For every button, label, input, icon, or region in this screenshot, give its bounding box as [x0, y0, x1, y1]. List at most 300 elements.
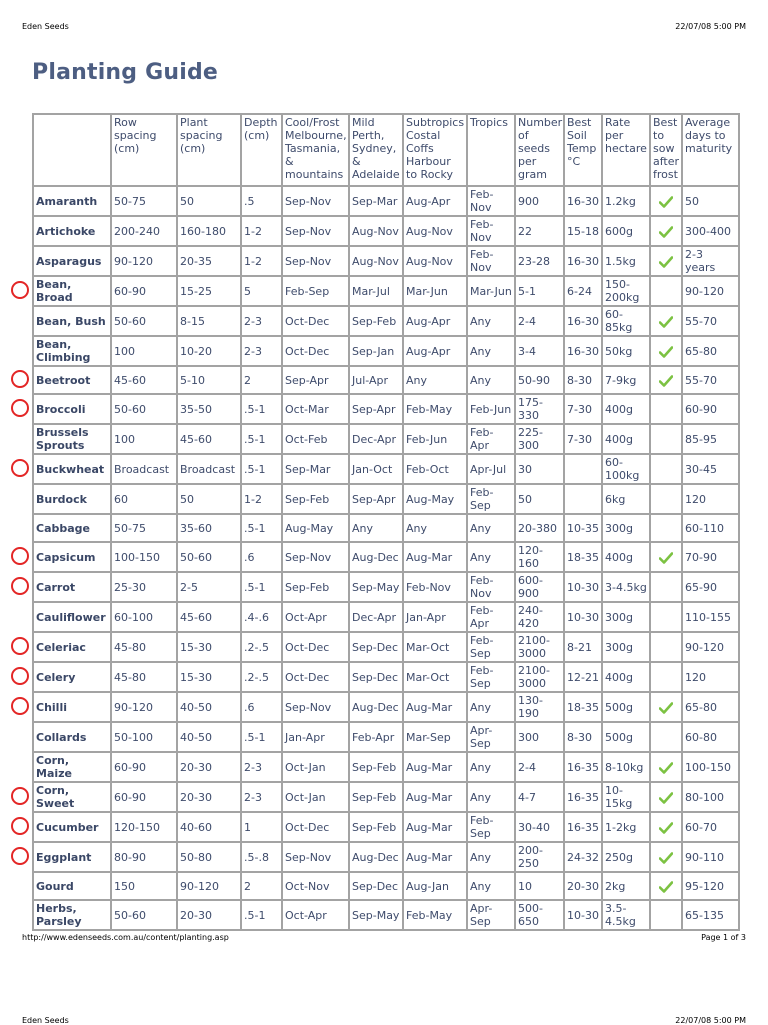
- cell-subtropics: Any: [403, 366, 467, 394]
- cell-tropics: Feb-Sep: [467, 662, 515, 692]
- table-row: [33, 394, 739, 424]
- cell-tropics: Any: [467, 692, 515, 722]
- cell-rate: 3.5-4.5kg: [602, 900, 650, 930]
- cell-days: 60-80: [682, 722, 739, 752]
- check-icon: [659, 702, 673, 714]
- cell-mild: Sep-Jan: [349, 336, 403, 366]
- cell-cool: Sep-Mar: [282, 454, 349, 484]
- crop-name: Broccoli: [33, 394, 111, 424]
- cell-days: 70-90: [682, 542, 739, 572]
- table-row: [33, 900, 739, 930]
- cell-cool: Aug-May: [282, 514, 349, 542]
- cell-plant: 5-10: [177, 366, 241, 394]
- cell-days: 90-110: [682, 842, 739, 872]
- crop-name: Corn, Sweet: [33, 782, 111, 812]
- cell-temp: 20-30: [564, 872, 602, 900]
- cell-temp: 10-35: [564, 514, 602, 542]
- table-row: [33, 424, 739, 454]
- check-icon: [659, 196, 673, 208]
- cell-tropics: Any: [467, 842, 515, 872]
- cell-tropics: Any: [467, 752, 515, 782]
- cell-row: 120-150: [111, 812, 177, 842]
- cell-days: 60-70: [682, 812, 739, 842]
- cell-seeds: 2100-3000: [515, 662, 564, 692]
- cell-rate: 600g: [602, 216, 650, 246]
- cell-plant: 160-180: [177, 216, 241, 246]
- cell-row: 60-90: [111, 276, 177, 306]
- frost-cell: [650, 424, 682, 454]
- cell-tropics: Feb-Nov: [467, 216, 515, 246]
- red-circle-mark: [11, 370, 29, 388]
- cell-rate: 400g: [602, 424, 650, 454]
- cell-days: 60-90: [682, 394, 739, 424]
- frost-cell: [650, 454, 682, 484]
- cell-days: 60-110: [682, 514, 739, 542]
- cell-temp: 15-18: [564, 216, 602, 246]
- red-circle-mark: [11, 547, 29, 565]
- cell-cool: Oct-Jan: [282, 752, 349, 782]
- cell-subtropics: Aug-Nov: [403, 246, 467, 276]
- footer-url: http://www.edenseeds.com.au/content/planting.asp: [22, 933, 229, 942]
- cell-row: 45-80: [111, 632, 177, 662]
- cell-subtropics: Any: [403, 514, 467, 542]
- cell-depth: 5: [241, 276, 282, 306]
- table-row: [33, 602, 739, 632]
- cell-seeds: 3-4: [515, 336, 564, 366]
- table-header-row: [33, 114, 739, 186]
- cell-temp: 16-35: [564, 812, 602, 842]
- cell-subtropics: Aug-Apr: [403, 306, 467, 336]
- table-row: [33, 812, 739, 842]
- cell-temp: 16-35: [564, 752, 602, 782]
- cell-cool: Sep-Feb: [282, 572, 349, 602]
- crop-name: Bean, Bush: [33, 306, 111, 336]
- cell-seeds: 2-4: [515, 752, 564, 782]
- cell-subtropics: Mar-Oct: [403, 662, 467, 692]
- cell-mild: Any: [349, 514, 403, 542]
- cell-seeds: 175-330: [515, 394, 564, 424]
- cell-days: 120: [682, 662, 739, 692]
- cell-rate: 300g: [602, 514, 650, 542]
- cell-plant: 45-60: [177, 602, 241, 632]
- cell-seeds: 20-380: [515, 514, 564, 542]
- cell-mild: Sep-Dec: [349, 632, 403, 662]
- frost-cell: [650, 662, 682, 692]
- cell-subtropics: Mar-Jun: [403, 276, 467, 306]
- cell-depth: .5-1: [241, 722, 282, 752]
- cell-tropics: Feb-Apr: [467, 424, 515, 454]
- cell-subtropics: Aug-Mar: [403, 782, 467, 812]
- cell-rate: 400g: [602, 662, 650, 692]
- cell-plant: 35-50: [177, 394, 241, 424]
- cell-seeds: 900: [515, 186, 564, 216]
- cell-plant: 20-30: [177, 900, 241, 930]
- cell-plant: 40-50: [177, 692, 241, 722]
- cell-depth: .6: [241, 542, 282, 572]
- cell-mild: Aug-Dec: [349, 692, 403, 722]
- cell-row: 50-75: [111, 186, 177, 216]
- cell-row: 50-60: [111, 306, 177, 336]
- cell-row: 50-75: [111, 514, 177, 542]
- cell-subtropics: Aug-Apr: [403, 186, 467, 216]
- frost-cell: [650, 842, 682, 872]
- cell-plant: 10-20: [177, 336, 241, 366]
- cell-seeds: 2100-3000: [515, 632, 564, 662]
- cell-seeds: 300: [515, 722, 564, 752]
- column-header: Tropics: [467, 114, 515, 186]
- frost-cell: [650, 752, 682, 782]
- crop-name: Cabbage: [33, 514, 111, 542]
- check-icon: [659, 316, 673, 328]
- cell-rate: 8-10kg: [602, 752, 650, 782]
- crop-name: Eggplant: [33, 842, 111, 872]
- cell-cool: Oct-Dec: [282, 812, 349, 842]
- cell-temp: 16-30: [564, 186, 602, 216]
- cell-row: 50-60: [111, 394, 177, 424]
- cell-temp: 16-30: [564, 246, 602, 276]
- crop-name: Buckwheat: [33, 454, 111, 484]
- cell-row: 60-90: [111, 752, 177, 782]
- column-header: Mild Perth, Sydney, & Adelaide: [349, 114, 403, 186]
- red-circle-mark: [11, 281, 29, 299]
- cell-seeds: 5-1: [515, 276, 564, 306]
- check-icon: [659, 792, 673, 804]
- cell-cool: Sep-Nov: [282, 216, 349, 246]
- cell-depth: .5-1: [241, 424, 282, 454]
- cell-subtropics: Aug-Nov: [403, 216, 467, 246]
- cell-rate: 300g: [602, 602, 650, 632]
- frost-cell: [650, 216, 682, 246]
- cell-rate: 6kg: [602, 484, 650, 514]
- cell-depth: .4-.6: [241, 602, 282, 632]
- cell-days: 90-120: [682, 276, 739, 306]
- cell-subtropics: Feb-May: [403, 900, 467, 930]
- cell-tropics: Feb-Nov: [467, 246, 515, 276]
- crop-name: Beetroot: [33, 366, 111, 394]
- cell-plant: 90-120: [177, 872, 241, 900]
- frost-cell: [650, 812, 682, 842]
- column-header: Number of seeds per gram: [515, 114, 564, 186]
- red-circle-mark: [11, 817, 29, 835]
- cell-days: 120: [682, 484, 739, 514]
- cell-mild: Feb-Apr: [349, 722, 403, 752]
- crop-name: Artichoke: [33, 216, 111, 246]
- cell-row: 200-240: [111, 216, 177, 246]
- cell-tropics: Any: [467, 514, 515, 542]
- cell-rate: 250g: [602, 842, 650, 872]
- cell-seeds: 600-900: [515, 572, 564, 602]
- frost-cell: [650, 632, 682, 662]
- frost-cell: [650, 514, 682, 542]
- red-circle-mark: [11, 577, 29, 595]
- cell-cool: Feb-Sep: [282, 276, 349, 306]
- cell-seeds: 30: [515, 454, 564, 484]
- next-page-header-right: 22/07/08 5:00 PM: [675, 1016, 746, 1025]
- table-row: [33, 572, 739, 602]
- cell-days: 110-155: [682, 602, 739, 632]
- cell-subtropics: Aug-Mar: [403, 692, 467, 722]
- cell-subtropics: Aug-Mar: [403, 812, 467, 842]
- cell-plant: 15-30: [177, 632, 241, 662]
- cell-rate: 10-15kg: [602, 782, 650, 812]
- cell-cool: Oct-Dec: [282, 306, 349, 336]
- cell-row: 150: [111, 872, 177, 900]
- cell-mild: Dec-Apr: [349, 424, 403, 454]
- cell-subtropics: Feb-Oct: [403, 454, 467, 484]
- cell-seeds: 23-28: [515, 246, 564, 276]
- cell-mild: Sep-Dec: [349, 662, 403, 692]
- cell-rate: 500g: [602, 692, 650, 722]
- cell-mild: Sep-Apr: [349, 484, 403, 514]
- cell-rate: 1.5kg: [602, 246, 650, 276]
- red-circle-mark: [11, 667, 29, 685]
- cell-mild: Sep-Feb: [349, 812, 403, 842]
- red-circle-mark: [11, 787, 29, 805]
- cell-plant: 50-80: [177, 842, 241, 872]
- crop-name: Celeriac: [33, 632, 111, 662]
- cell-rate: 60-85kg: [602, 306, 650, 336]
- cell-depth: .5-1: [241, 454, 282, 484]
- cell-days: 85-95: [682, 424, 739, 454]
- frost-cell: [650, 366, 682, 394]
- cell-days: 65-135: [682, 900, 739, 930]
- cell-days: 2-3 years: [682, 246, 739, 276]
- table-row: [33, 276, 739, 306]
- crop-name: Amaranth: [33, 186, 111, 216]
- cell-rate: 400g: [602, 542, 650, 572]
- cell-cool: Sep-Nov: [282, 186, 349, 216]
- cell-depth: .5-.8: [241, 842, 282, 872]
- cell-seeds: 120-160: [515, 542, 564, 572]
- cell-mild: Dec-Apr: [349, 602, 403, 632]
- cell-seeds: 500-650: [515, 900, 564, 930]
- cell-plant: 20-30: [177, 752, 241, 782]
- cell-cool: Sep-Nov: [282, 246, 349, 276]
- check-icon: [659, 552, 673, 564]
- page-number: Page 1 of 3: [701, 933, 746, 942]
- red-circle-mark: [11, 847, 29, 865]
- crop-name: Brussels Sprouts: [33, 424, 111, 454]
- cell-subtropics: Aug-Jan: [403, 872, 467, 900]
- cell-days: 65-80: [682, 336, 739, 366]
- table-row: [33, 514, 739, 542]
- crop-name: Herbs, Parsley: [33, 900, 111, 930]
- table-row: [33, 336, 739, 366]
- cell-rate: 60-100kg: [602, 454, 650, 484]
- cell-row: 50-100: [111, 722, 177, 752]
- cell-rate: 3-4.5kg: [602, 572, 650, 602]
- cell-depth: 2-3: [241, 336, 282, 366]
- cell-plant: 2-5: [177, 572, 241, 602]
- cell-mild: Aug-Dec: [349, 842, 403, 872]
- cell-plant: 20-35: [177, 246, 241, 276]
- cell-rate: 300g: [602, 632, 650, 662]
- cell-row: 25-30: [111, 572, 177, 602]
- cell-temp: 8-30: [564, 722, 602, 752]
- cell-temp: 18-35: [564, 542, 602, 572]
- cell-seeds: 130-190: [515, 692, 564, 722]
- cell-cool: Sep-Nov: [282, 842, 349, 872]
- cell-plant: 15-25: [177, 276, 241, 306]
- table-row: [33, 692, 739, 722]
- cell-plant: 15-30: [177, 662, 241, 692]
- cell-rate: 2kg: [602, 872, 650, 900]
- cell-subtropics: Aug-Mar: [403, 752, 467, 782]
- cell-temp: 7-30: [564, 424, 602, 454]
- table-row: [33, 662, 739, 692]
- cell-row: 60: [111, 484, 177, 514]
- cell-cool: Oct-Apr: [282, 602, 349, 632]
- cell-plant: 50: [177, 484, 241, 514]
- cell-mild: Aug-Dec: [349, 542, 403, 572]
- frost-cell: [650, 602, 682, 632]
- column-header: Plant spacing (cm): [177, 114, 241, 186]
- frost-cell: [650, 572, 682, 602]
- cell-cool: Sep-Nov: [282, 692, 349, 722]
- cell-plant: 35-60: [177, 514, 241, 542]
- cell-tropics: Mar-Jun: [467, 276, 515, 306]
- planting-guide-table: [32, 113, 740, 931]
- table-row: [33, 246, 739, 276]
- table-row: [33, 186, 739, 216]
- cell-row: Broadcast: [111, 454, 177, 484]
- cell-cool: Oct-Mar: [282, 394, 349, 424]
- cell-plant: 40-50: [177, 722, 241, 752]
- cell-mild: Sep-May: [349, 900, 403, 930]
- table-row: [33, 872, 739, 900]
- cell-row: 90-120: [111, 692, 177, 722]
- table-row: [33, 366, 739, 394]
- cell-depth: .5: [241, 186, 282, 216]
- cell-tropics: Feb-Nov: [467, 572, 515, 602]
- cell-tropics: Feb-Sep: [467, 632, 515, 662]
- cell-tropics: Feb-Jun: [467, 394, 515, 424]
- cell-row: 45-60: [111, 366, 177, 394]
- cell-plant: 50-60: [177, 542, 241, 572]
- cell-row: 90-120: [111, 246, 177, 276]
- cell-rate: 50kg: [602, 336, 650, 366]
- cell-plant: Broadcast: [177, 454, 241, 484]
- cell-mild: Jul-Apr: [349, 366, 403, 394]
- cell-depth: .5-1: [241, 394, 282, 424]
- cell-tropics: Feb-Apr: [467, 602, 515, 632]
- cell-tropics: Apr-Sep: [467, 722, 515, 752]
- cell-cool: Sep-Nov: [282, 542, 349, 572]
- table-row: [33, 216, 739, 246]
- cell-depth: 2-3: [241, 752, 282, 782]
- page-title: Planting Guide: [32, 60, 219, 85]
- column-header: [33, 114, 111, 186]
- cell-cool: Oct-Feb: [282, 424, 349, 454]
- cell-mild: Aug-Nov: [349, 216, 403, 246]
- cell-rate: 400g: [602, 394, 650, 424]
- cell-days: 300-400: [682, 216, 739, 246]
- page-header-left: Eden Seeds: [22, 22, 69, 31]
- cell-cool: Oct-Apr: [282, 900, 349, 930]
- frost-cell: [650, 782, 682, 812]
- cell-cool: Jan-Apr: [282, 722, 349, 752]
- cell-days: 95-120: [682, 872, 739, 900]
- cell-mild: Sep-Apr: [349, 394, 403, 424]
- cell-tropics: Any: [467, 336, 515, 366]
- check-icon: [659, 375, 673, 387]
- check-icon: [659, 881, 673, 893]
- cell-depth: 1-2: [241, 216, 282, 246]
- column-header: Cool/Frost Melbourne, Tasmania, & mountains: [282, 114, 349, 186]
- cell-cool: Oct-Dec: [282, 662, 349, 692]
- cell-seeds: 30-40: [515, 812, 564, 842]
- table-row: [33, 632, 739, 662]
- table-body: [33, 186, 739, 930]
- cell-seeds: 200-250: [515, 842, 564, 872]
- cell-tropics: Apr-Jul: [467, 454, 515, 484]
- crop-name: Celery: [33, 662, 111, 692]
- frost-cell: [650, 872, 682, 900]
- crop-name: Cucumber: [33, 812, 111, 842]
- cell-row: 50-60: [111, 900, 177, 930]
- cell-mild: Jan-Oct: [349, 454, 403, 484]
- cell-mild: Sep-Feb: [349, 782, 403, 812]
- cell-cool: Sep-Apr: [282, 366, 349, 394]
- crop-name: Burdock: [33, 484, 111, 514]
- check-icon: [659, 346, 673, 358]
- cell-depth: .2-.5: [241, 662, 282, 692]
- column-header: Best to sow after frost: [650, 114, 682, 186]
- cell-temp: 10-30: [564, 602, 602, 632]
- crop-name: Chilli: [33, 692, 111, 722]
- cell-cool: Oct-Nov: [282, 872, 349, 900]
- cell-tropics: Any: [467, 306, 515, 336]
- cell-mild: Sep-Mar: [349, 186, 403, 216]
- cell-rate: 1.2kg: [602, 186, 650, 216]
- cell-mild: Sep-Feb: [349, 306, 403, 336]
- cell-row: 45-80: [111, 662, 177, 692]
- red-circle-mark: [11, 637, 29, 655]
- cell-row: 80-90: [111, 842, 177, 872]
- column-header: Best Soil Temp °C: [564, 114, 602, 186]
- cell-days: 55-70: [682, 366, 739, 394]
- cell-subtropics: Feb-Nov: [403, 572, 467, 602]
- cell-days: 55-70: [682, 306, 739, 336]
- cell-temp: [564, 454, 602, 484]
- check-icon: [659, 256, 673, 268]
- check-icon: [659, 226, 673, 238]
- cell-days: 65-90: [682, 572, 739, 602]
- cell-days: 30-45: [682, 454, 739, 484]
- frost-cell: [650, 542, 682, 572]
- cell-temp: 24-32: [564, 842, 602, 872]
- cell-tropics: Any: [467, 782, 515, 812]
- red-circle-mark: [11, 697, 29, 715]
- cell-tropics: Apr-Sep: [467, 900, 515, 930]
- cell-depth: 2: [241, 366, 282, 394]
- crop-name: Carrot: [33, 572, 111, 602]
- cell-tropics: Any: [467, 542, 515, 572]
- frost-cell: [650, 336, 682, 366]
- cell-subtropics: Feb-Jun: [403, 424, 467, 454]
- column-header: Rate per hectare: [602, 114, 650, 186]
- frost-cell: [650, 484, 682, 514]
- cell-seeds: 2-4: [515, 306, 564, 336]
- column-header: Depth (cm): [241, 114, 282, 186]
- cell-temp: 8-30: [564, 366, 602, 394]
- cell-mild: Mar-Jul: [349, 276, 403, 306]
- red-circle-mark: [11, 399, 29, 417]
- cell-row: 100-150: [111, 542, 177, 572]
- crop-name: Bean, Climbing: [33, 336, 111, 366]
- cell-row: 100: [111, 336, 177, 366]
- table-row: [33, 752, 739, 782]
